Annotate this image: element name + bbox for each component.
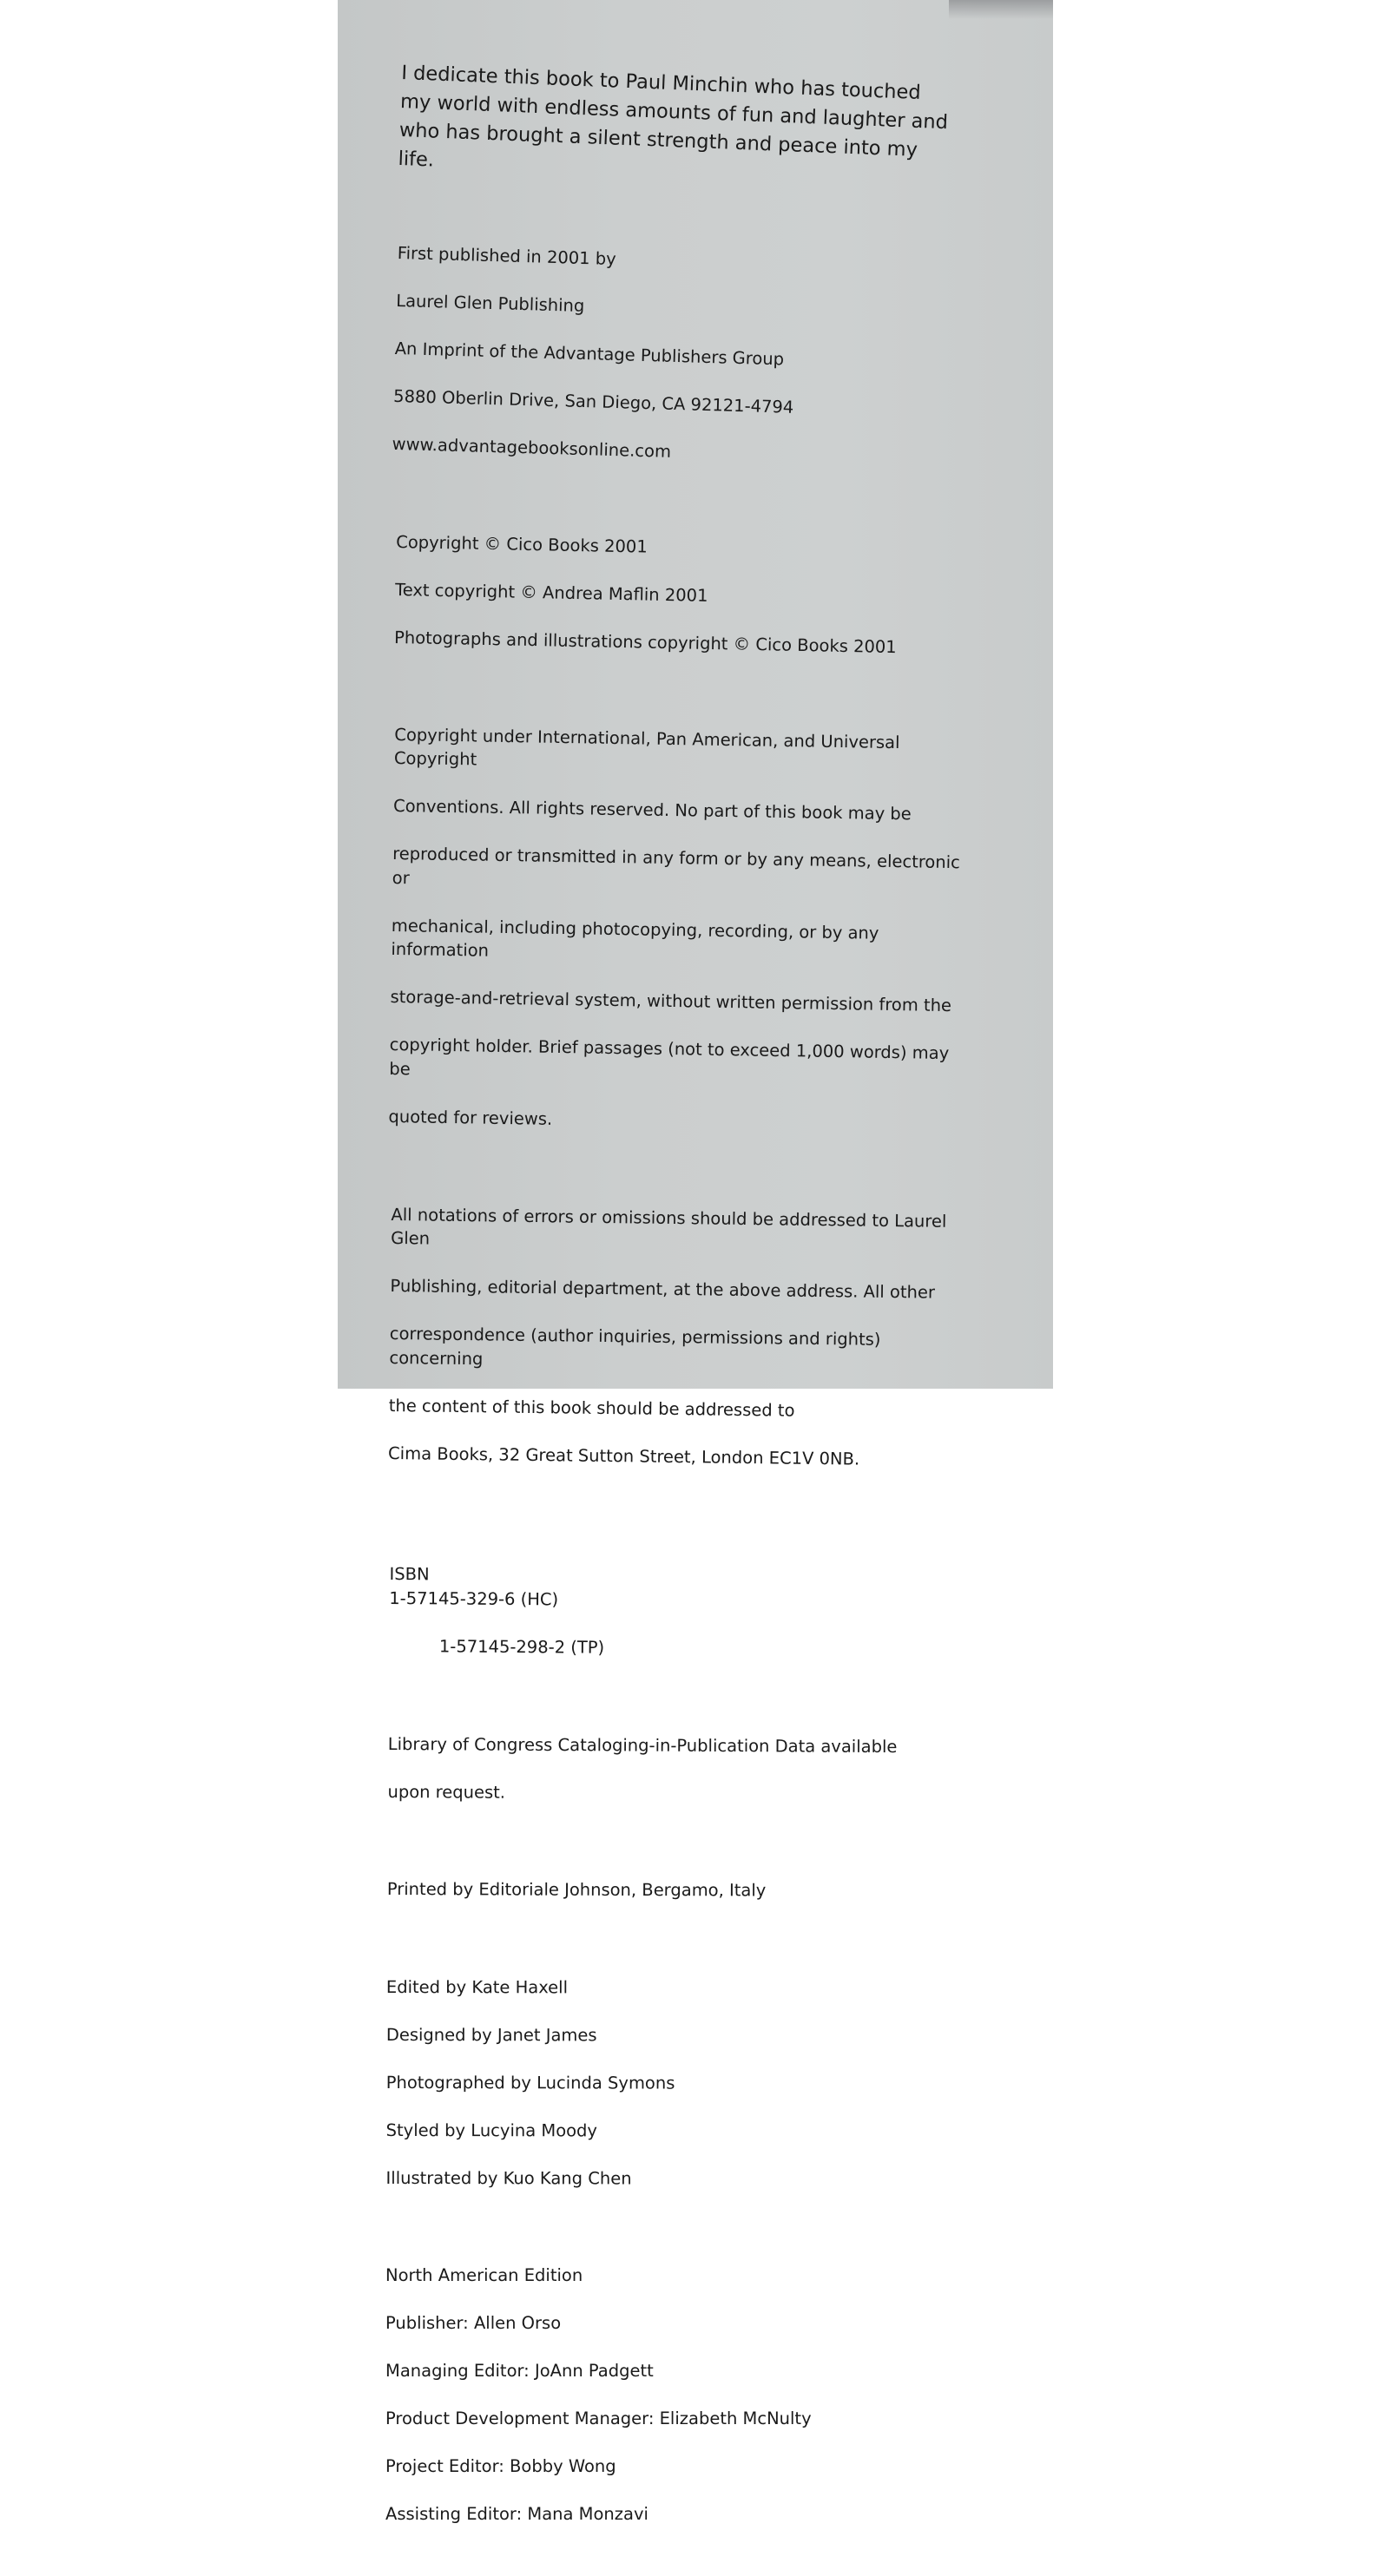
rights-paragraph — [388, 699, 963, 1161]
errors-paragraph — [388, 1179, 963, 1496]
credit-line: Photographed by Lucinda Symons — [385, 2071, 675, 2093]
printer-block — [387, 1853, 963, 1927]
isbn-row — [389, 1538, 963, 1613]
rights-line: quoted for reviews. — [388, 1106, 553, 1129]
isbn-block — [389, 1515, 963, 1686]
errors-line: Publishing, editorial department, at the above address. All other — [390, 1275, 936, 1303]
rights-line: Conventions. All rights reserved. No part of this book may be — [392, 795, 912, 825]
dedication-text: I dedicate this book to Paul Minchin who has touched my world with endless amounts of fun and laughter and who has brought a silent strength and peace into my life. — [398, 61, 949, 172]
isbn-tp: 1-57145-298-2 (TP) — [438, 1635, 605, 1658]
publisher-line: 5880 Oberlin Drive, San Diego, CA 92121-4794 — [392, 385, 794, 417]
edition-line: Publisher: Allen Orso — [385, 2312, 562, 2333]
book-page — [338, 0, 1053, 2524]
credit-line: Illustrated by Kuo Kang Chen — [385, 2166, 632, 2188]
copyright-line: Copyright © Cico Books 2001 — [395, 530, 648, 556]
copyright-page-content — [385, 59, 963, 2576]
edition-line: Project Editor: Bobby Wong — [385, 2455, 616, 2476]
rights-line: copyright holder. Brief passages (not to exceed 1,000 words) may be — [389, 1034, 950, 1079]
credits-block — [385, 1951, 963, 2215]
rights-line: reproduced or transmitted in any form or by any means, electronic or — [392, 843, 961, 888]
isbn-label: ISBN — [389, 1563, 430, 1585]
publisher-line: Laurel Glen Publishing — [395, 290, 585, 316]
printed-by: Printed by Editoriale Johnson, Bergamo, Italy — [386, 1878, 767, 1901]
credit-line: Designed by Janet James — [385, 2023, 597, 2045]
isbn-hc: 1-57145-329-6 (HC) — [389, 1587, 559, 1609]
errors-line: Cima Books, 32 Great Sutton Street, London EC1V 0NB. — [387, 1442, 860, 1469]
copyright-block — [393, 506, 963, 684]
errors-line: correspondence (author inquiries, permissions and rights) concerning — [389, 1323, 881, 1369]
credit-line: Styled by Lucyina Moody — [385, 2119, 598, 2140]
publisher-block — [392, 217, 963, 496]
rights-line: storage-and-retrieval system, without written permission from the — [390, 986, 952, 1016]
publisher-line: An Imprint of the Advantage Publishers Group — [394, 338, 785, 369]
copyright-line: Photographs and illustrations copyright © Cico Books 2001 — [393, 626, 897, 657]
errors-line: the content of this book should be addressed to — [388, 1394, 795, 1420]
north-american-edition-block — [385, 2239, 963, 2550]
errors-line: All notations of errors or omissions should be addressed to Laurel Glen — [391, 1203, 947, 1249]
edition-heading: North American Edition — [385, 2264, 583, 2285]
page-corner-shadow — [949, 0, 1053, 19]
edition-line: Product Development Manager: Elizabeth McNulty — [385, 2408, 812, 2428]
credit-line: Edited by Kate Haxell — [385, 1976, 569, 1997]
edition-line: Assisting Editor: Mana Monzavi — [385, 2503, 648, 2524]
rights-line: Copyright under International, Pan American, and Universal Copyright — [393, 724, 900, 770]
loc-line: Library of Congress Cataloging-in-Publication Data available — [387, 1732, 898, 1757]
loc-block — [387, 1708, 963, 1830]
loc-line: upon request. — [387, 1780, 506, 1802]
rights-line: mechanical, including photocopying, recording, or by any information — [391, 915, 879, 961]
copyright-line: Text copyright © Andrea Maflin 2001 — [394, 578, 708, 605]
publisher-website: www.advantagebooksonline.com — [392, 433, 672, 462]
edition-line: Managing Editor: JoAnn Padgett — [385, 2360, 654, 2381]
publisher-line: First published in 2001 by — [397, 242, 617, 269]
